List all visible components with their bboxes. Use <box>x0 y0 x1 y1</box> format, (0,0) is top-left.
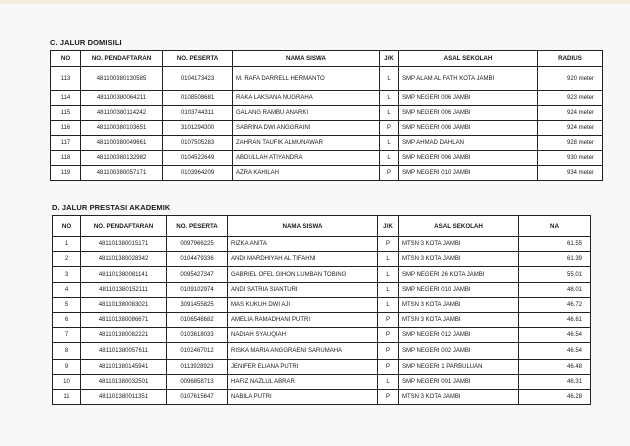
header-no: NO <box>53 216 81 237</box>
cell-asal-sekolah: MTSN 3 KOTA JAMBI <box>399 298 519 313</box>
cell-no: 5 <box>53 298 81 313</box>
header-nama-siswa: NAMA SISWA <box>233 51 380 67</box>
cell-value: 920 meter <box>538 67 603 91</box>
cell-value: 934 meter <box>538 166 603 181</box>
table-row <box>53 252 591 267</box>
cell-no-peserta: 0113928923 <box>167 360 228 375</box>
cell-no: 10 <box>53 375 81 390</box>
cell-no: 11 <box>53 390 81 405</box>
cell-value: 61.39 <box>519 252 591 267</box>
cell-nama-siswa: SABRINA DWI ANGGRAINI <box>233 121 380 136</box>
table-jalur-domisili <box>50 50 603 181</box>
cell-nama-siswa: AZRA KAHILAH <box>233 166 380 181</box>
cell-jk: L <box>380 67 399 91</box>
header-nama-siswa: NAMA SISWA <box>228 216 378 237</box>
cell-no: 9 <box>53 360 81 375</box>
cell-value: 48.01 <box>519 283 591 298</box>
header-no-peserta: NO. PESERTA <box>167 216 228 237</box>
cell-no-pendaftaran: 481100380130585 <box>81 67 163 91</box>
cell-value: 924 meter <box>538 121 603 136</box>
header-asal-sekolah: ASAL SEKOLAH <box>399 51 538 67</box>
header-no-peserta: NO. PESERTA <box>163 51 233 67</box>
cell-value: 55.01 <box>519 267 591 283</box>
cell-no-pendaftaran: 481101380081141 <box>81 267 167 283</box>
table-row <box>53 298 591 313</box>
cell-no-peserta: 3101294300 <box>163 121 233 136</box>
cell-no-pendaftaran: 481101380082221 <box>81 328 167 343</box>
table-row <box>53 360 591 375</box>
cell-no-pendaftaran: 481101380011351 <box>81 390 167 405</box>
cell-nama-siswa: RIZKA ANITA <box>228 237 378 252</box>
cell-no: 2 <box>53 252 81 267</box>
cell-no-peserta: 0107505283 <box>163 136 233 151</box>
table-row <box>51 151 603 166</box>
cell-no-pendaftaran: 481100380057171 <box>81 166 163 181</box>
cell-asal-sekolah: SMP NEGERI 012 JAMBI <box>399 328 519 343</box>
cell-no: 118 <box>51 151 81 166</box>
cell-jk: L <box>378 298 399 313</box>
cell-jk: L <box>378 283 399 298</box>
cell-jk: P <box>378 328 399 343</box>
header-jk: J/K <box>378 216 399 237</box>
cell-no: 113 <box>51 67 81 91</box>
cell-no-pendaftaran: 481101380032501 <box>81 375 167 390</box>
cell-nama-siswa: ABDULLAH ATIYANDRA <box>233 151 380 166</box>
cell-no-peserta: 0097966225 <box>167 237 228 252</box>
cell-nama-siswa: M. RAFA DARRELL HERMANTO <box>233 67 380 91</box>
table-row <box>51 106 603 121</box>
cell-no-peserta: 0104173423 <box>163 67 233 91</box>
cell-jk: P <box>378 390 399 405</box>
cell-nama-siswa: ANDI MARDHIYAH AL TIFAHNI <box>228 252 378 267</box>
cell-jk: L <box>380 106 399 121</box>
header-na: NA <box>519 216 591 237</box>
cell-no-pendaftaran: 481101380083021 <box>81 298 167 313</box>
cell-no-peserta: 0103618033 <box>167 328 228 343</box>
cell-no-peserta: 0106546682 <box>167 313 228 328</box>
cell-nama-siswa: ZAHRAN TAUFIK ALMUNAWAR <box>233 136 380 151</box>
cell-no-peserta: 0102467012 <box>167 343 228 360</box>
cell-nama-siswa: RAKA LAKSANA NUGRAHA <box>233 91 380 106</box>
header-no-pendaftaran: NO. PENDAFTARAN <box>81 51 163 67</box>
cell-nama-siswa: GABRIEL OFEL GIHON LUMBAN TOBING <box>228 267 378 283</box>
cell-asal-sekolah: SMP NEGERI 1 PARBULUAN <box>399 360 519 375</box>
cell-asal-sekolah: SMP AHMAD DAHLAN <box>399 136 538 151</box>
table-row <box>51 67 603 91</box>
cell-value: 923 meter <box>538 91 603 106</box>
cell-asal-sekolah: SMP NEGERI 010 JAMBI <box>399 283 519 298</box>
cell-no-pendaftaran: 481101380015171 <box>81 237 167 252</box>
cell-asal-sekolah: SMP NEGERI 006 JAMBI <box>399 91 538 106</box>
cell-value: 46.48 <box>519 360 591 375</box>
table-jalur-prestasi-akademik <box>52 215 591 405</box>
cell-nama-siswa: JENIFER ELIANA PUTRI <box>228 360 378 375</box>
cell-jk: L <box>378 375 399 390</box>
header-asal-sekolah: ASAL SEKOLAH <box>399 216 519 237</box>
cell-jk: P <box>380 121 399 136</box>
cell-jk: L <box>378 252 399 267</box>
section-d-title: D. JALUR PRESTASI AKADEMIK <box>52 203 171 212</box>
table-header-row <box>53 216 591 237</box>
cell-no-peserta: 0104522649 <box>163 151 233 166</box>
cell-no-pendaftaran: 481100380103651 <box>81 121 163 136</box>
cell-no-peserta: 0107615647 <box>167 390 228 405</box>
table-row <box>53 237 591 252</box>
cell-value: 46.28 <box>519 390 591 405</box>
cell-no-peserta: 3091455825 <box>167 298 228 313</box>
table-row <box>53 313 591 328</box>
cell-no: 119 <box>51 166 81 181</box>
cell-no-pendaftaran: 481101380028342 <box>81 252 167 267</box>
cell-asal-sekolah: SMP NEGERI 006 JAMBI <box>399 106 538 121</box>
cell-asal-sekolah: MTSN 3 KOTA JAMBI <box>399 313 519 328</box>
cell-value: 930 meter <box>538 151 603 166</box>
header-radius: RADIUS <box>538 51 603 67</box>
cell-no-pendaftaran: 481101380152111 <box>81 283 167 298</box>
cell-no-peserta: 0108508681 <box>163 91 233 106</box>
cell-no-peserta: 0104479336 <box>167 252 228 267</box>
cell-nama-siswa: AMELIA RAMADHANI PUTRI <box>228 313 378 328</box>
cell-nama-siswa: GALANG RAMBU ANARKI <box>233 106 380 121</box>
table-row <box>53 328 591 343</box>
cell-value: 46.72 <box>519 298 591 313</box>
cell-jk: P <box>378 360 399 375</box>
cell-asal-sekolah: SMP NEGERI 006 JAMBI <box>399 151 538 166</box>
cell-jk: P <box>380 166 399 181</box>
cell-asal-sekolah: SMP NEGERI 26 KOTA JAMBI <box>399 267 519 283</box>
cell-value: 924 meter <box>538 106 603 121</box>
cell-jk: P <box>378 343 399 360</box>
cell-no: 6 <box>53 313 81 328</box>
cell-no-peserta: 0109102974 <box>167 283 228 298</box>
table-row <box>51 136 603 151</box>
cell-asal-sekolah: SMP NEGERI 010 JAMBI <box>399 166 538 181</box>
cell-no-pendaftaran: 481101380057611 <box>81 343 167 360</box>
cell-jk: P <box>378 237 399 252</box>
cell-asal-sekolah: SMP NEGERI 006 JAMBI <box>399 121 538 136</box>
cell-no: 8 <box>53 343 81 360</box>
cell-no: 4 <box>53 283 81 298</box>
cell-asal-sekolah: MTSN 3 KOTA JAMBI <box>399 237 519 252</box>
cell-jk: L <box>380 136 399 151</box>
table-row <box>53 283 591 298</box>
cell-jk: L <box>380 151 399 166</box>
table-row <box>51 91 603 106</box>
cell-nama-siswa: ANDI SATRIA SIANTURI <box>228 283 378 298</box>
cell-no: 3 <box>53 267 81 283</box>
cell-no-pendaftaran: 481101380145941 <box>81 360 167 375</box>
cell-no: 1 <box>53 237 81 252</box>
cell-no-pendaftaran: 481100380064211 <box>81 91 163 106</box>
header-no-pendaftaran: NO. PENDAFTARAN <box>81 216 167 237</box>
cell-no-peserta: 0096858713 <box>167 375 228 390</box>
header-jk: J/K <box>380 51 399 67</box>
cell-value: 46.54 <box>519 343 591 360</box>
header-no: NO <box>51 51 81 67</box>
cell-no: 115 <box>51 106 81 121</box>
cell-nama-siswa: HAFIZ NAZLUL ABRAR <box>228 375 378 390</box>
cell-no-peserta: 0095427347 <box>167 267 228 283</box>
cell-asal-sekolah: SMP NEGERI 001 JAMBI <box>399 375 519 390</box>
cell-no: 7 <box>53 328 81 343</box>
cell-no-pendaftaran: 481101380086671 <box>81 313 167 328</box>
table-row <box>53 267 591 283</box>
cell-asal-sekolah: SMP NEGERI 002 JAMBI <box>399 343 519 360</box>
cell-value: 61.55 <box>519 237 591 252</box>
cell-jk: P <box>378 313 399 328</box>
cell-no-pendaftaran: 481100380132982 <box>81 151 163 166</box>
cell-jk: L <box>380 91 399 106</box>
cell-no-pendaftaran: 481100380114242 <box>81 106 163 121</box>
cell-jk: L <box>378 267 399 283</box>
cell-value: 46.54 <box>519 328 591 343</box>
cell-nama-siswa: NADIAH SYAUQIAH <box>228 328 378 343</box>
table-row <box>51 121 603 136</box>
cell-no-peserta: 0103744311 <box>163 106 233 121</box>
section-c-title: C. JALUR DOMISILI <box>50 38 122 47</box>
table-row <box>53 390 591 405</box>
cell-value: 928 meter <box>538 136 603 151</box>
cell-no-pendaftaran: 481100380049661 <box>81 136 163 151</box>
cell-asal-sekolah: MTSN 3 KOTA JAMBI <box>399 252 519 267</box>
cell-nama-siswa: RISKA MARIA ANGGRAENI SARUMAHA <box>228 343 378 360</box>
table-row <box>53 375 591 390</box>
scan-top-edge <box>0 0 630 4</box>
cell-asal-sekolah: SMP ALAM AL FATH KOTA JAMBI <box>399 67 538 91</box>
cell-nama-siswa: MAS KUKUH DWI AJI <box>228 298 378 313</box>
cell-nama-siswa: NABILA PUTRI <box>228 390 378 405</box>
cell-no: 116 <box>51 121 81 136</box>
table-row <box>51 166 603 181</box>
table-header-row <box>51 51 603 67</box>
cell-no-peserta: 0103964209 <box>163 166 233 181</box>
cell-no: 114 <box>51 91 81 106</box>
cell-no: 117 <box>51 136 81 151</box>
table-row <box>53 343 591 360</box>
cell-value: 46.61 <box>519 313 591 328</box>
cell-asal-sekolah: MTSN 3 KOTA JAMBI <box>399 390 519 405</box>
cell-value: 46.31 <box>519 375 591 390</box>
